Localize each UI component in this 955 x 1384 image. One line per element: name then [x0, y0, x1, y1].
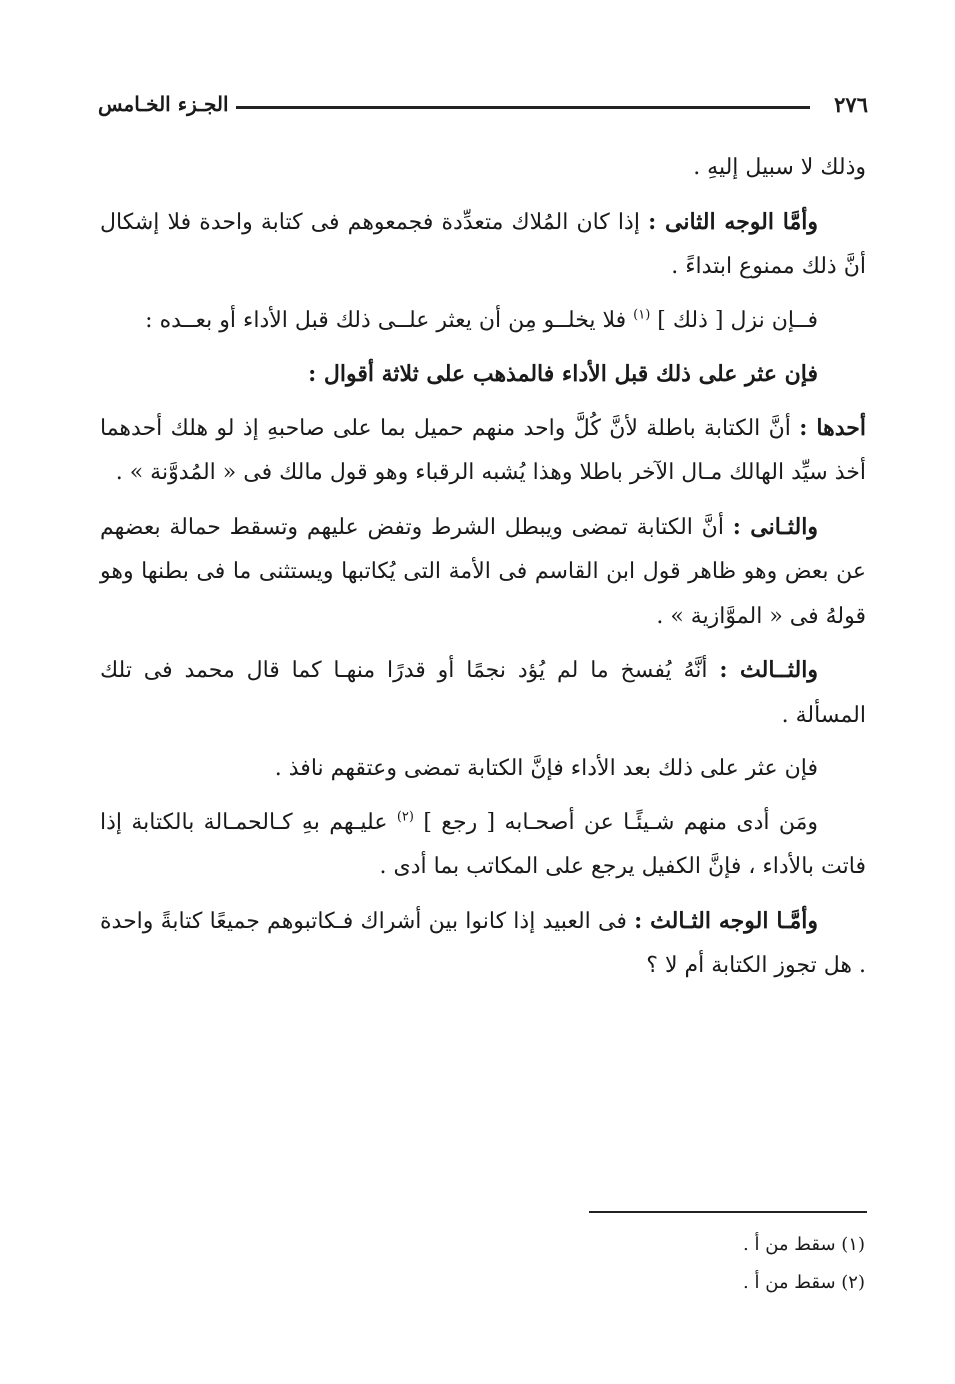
paragraph	[100, 747, 866, 792]
paragraph-lead: والثــالث :	[719, 657, 818, 683]
paragraph-text: فلا يخلــو مِن أن يعثر علــى ذلك قبل الأداء أو بعــده :	[145, 307, 634, 333]
paragraph-text: أنَّ الكتابة تمضى ويبطل الشرط وتفض عليهم وتسقط حمالة بعضهم عن بعض وهو ظاهر قول ابن القاسم فى الأمة التى يُكاتبها ويستثنى ما فى بطنها وهو قولهُ فى « الموَّازية » .	[100, 514, 866, 629]
paragraph	[100, 146, 866, 191]
paragraph-text: وذلك لا سبيل إليهِ .	[693, 155, 866, 180]
paragraph	[100, 406, 866, 496]
paragraph	[100, 648, 866, 738]
paragraph-text: فــإن نزل [ ذلك ]	[650, 307, 818, 333]
body-text	[100, 146, 866, 998]
page-header	[98, 92, 868, 128]
paragraph	[100, 505, 866, 640]
paragraph-lead: والثـانى :	[732, 513, 818, 540]
paragraph-text: إذا كان المُلاك متعدِّدة فجمعوهم فى كتابة واحدة فلا إشكال أنَّ ذلك ممنوع ابتداءً .	[100, 209, 866, 279]
page-number: ٢٧٦	[834, 92, 868, 117]
paragraph-lead: وأمَّـا الوجه الثـالث :	[634, 907, 818, 934]
header-rule	[236, 106, 810, 109]
section-heading: فإن عثر على ذلك قبل الأداء فالمذهب على ثلاثة أقوال :	[308, 361, 818, 387]
paragraph-text: أنَّ الكتابة باطلة لأنَّ كُلَّ واحد منهم حميل بما على صاحبهِ إذ لو هلك أحدهما أخذ سيِّد الهالك مـال الآخر باطلا وهذا يُشبه الرقباء وهو قول مالك فى « المُدوَّنة » .	[100, 415, 866, 485]
footnote-reference[interactable]: (٢)	[396, 809, 414, 825]
paragraph	[100, 899, 866, 989]
footnote-reference[interactable]: (١)	[633, 307, 651, 323]
paragraph-lead: وأمَّا الوجه الثانى :	[648, 208, 819, 235]
paragraph-text: عليـهم بهِ كـالحمـالة بالكتابة إذا فاتت بالأداء ، فإنَّ الكفيل يرجع على المكاتب بما أدى .	[100, 809, 866, 879]
footnotes	[465, 1226, 865, 1302]
footnote: (٢) سقط من أ .	[743, 1272, 865, 1293]
paragraph-text: فى العبيد إذا كانوا بين أشراك فـكاتبوهم جميعًا كتابةً واحدة . هل تجوز الكتابة أم لا ؟	[100, 908, 866, 978]
footnote-rule	[589, 1211, 867, 1213]
paragraph-text: أنَّهُ يُفسخ ما لم يُؤد نجمًا أو قدرًا منهـا كما قال محمد فى تلك المسألة .	[100, 658, 866, 728]
paragraph	[100, 299, 866, 344]
running-title: الجـزء الخـامس	[98, 92, 229, 116]
footnote: (١) سقط من أ .	[743, 1234, 865, 1255]
paragraph	[100, 801, 866, 890]
paragraph-text: ومَن أدى منهم شـيئًـا عن أصحـابه [ رجع ]	[413, 809, 818, 835]
paragraph-text: فإن عثر على ذلك بعد الأداء فإنَّ الكتابة تمضى وعتقهم نافذ .	[274, 756, 818, 781]
paragraph	[100, 200, 866, 290]
paragraph-lead: أحدها :	[799, 414, 866, 441]
